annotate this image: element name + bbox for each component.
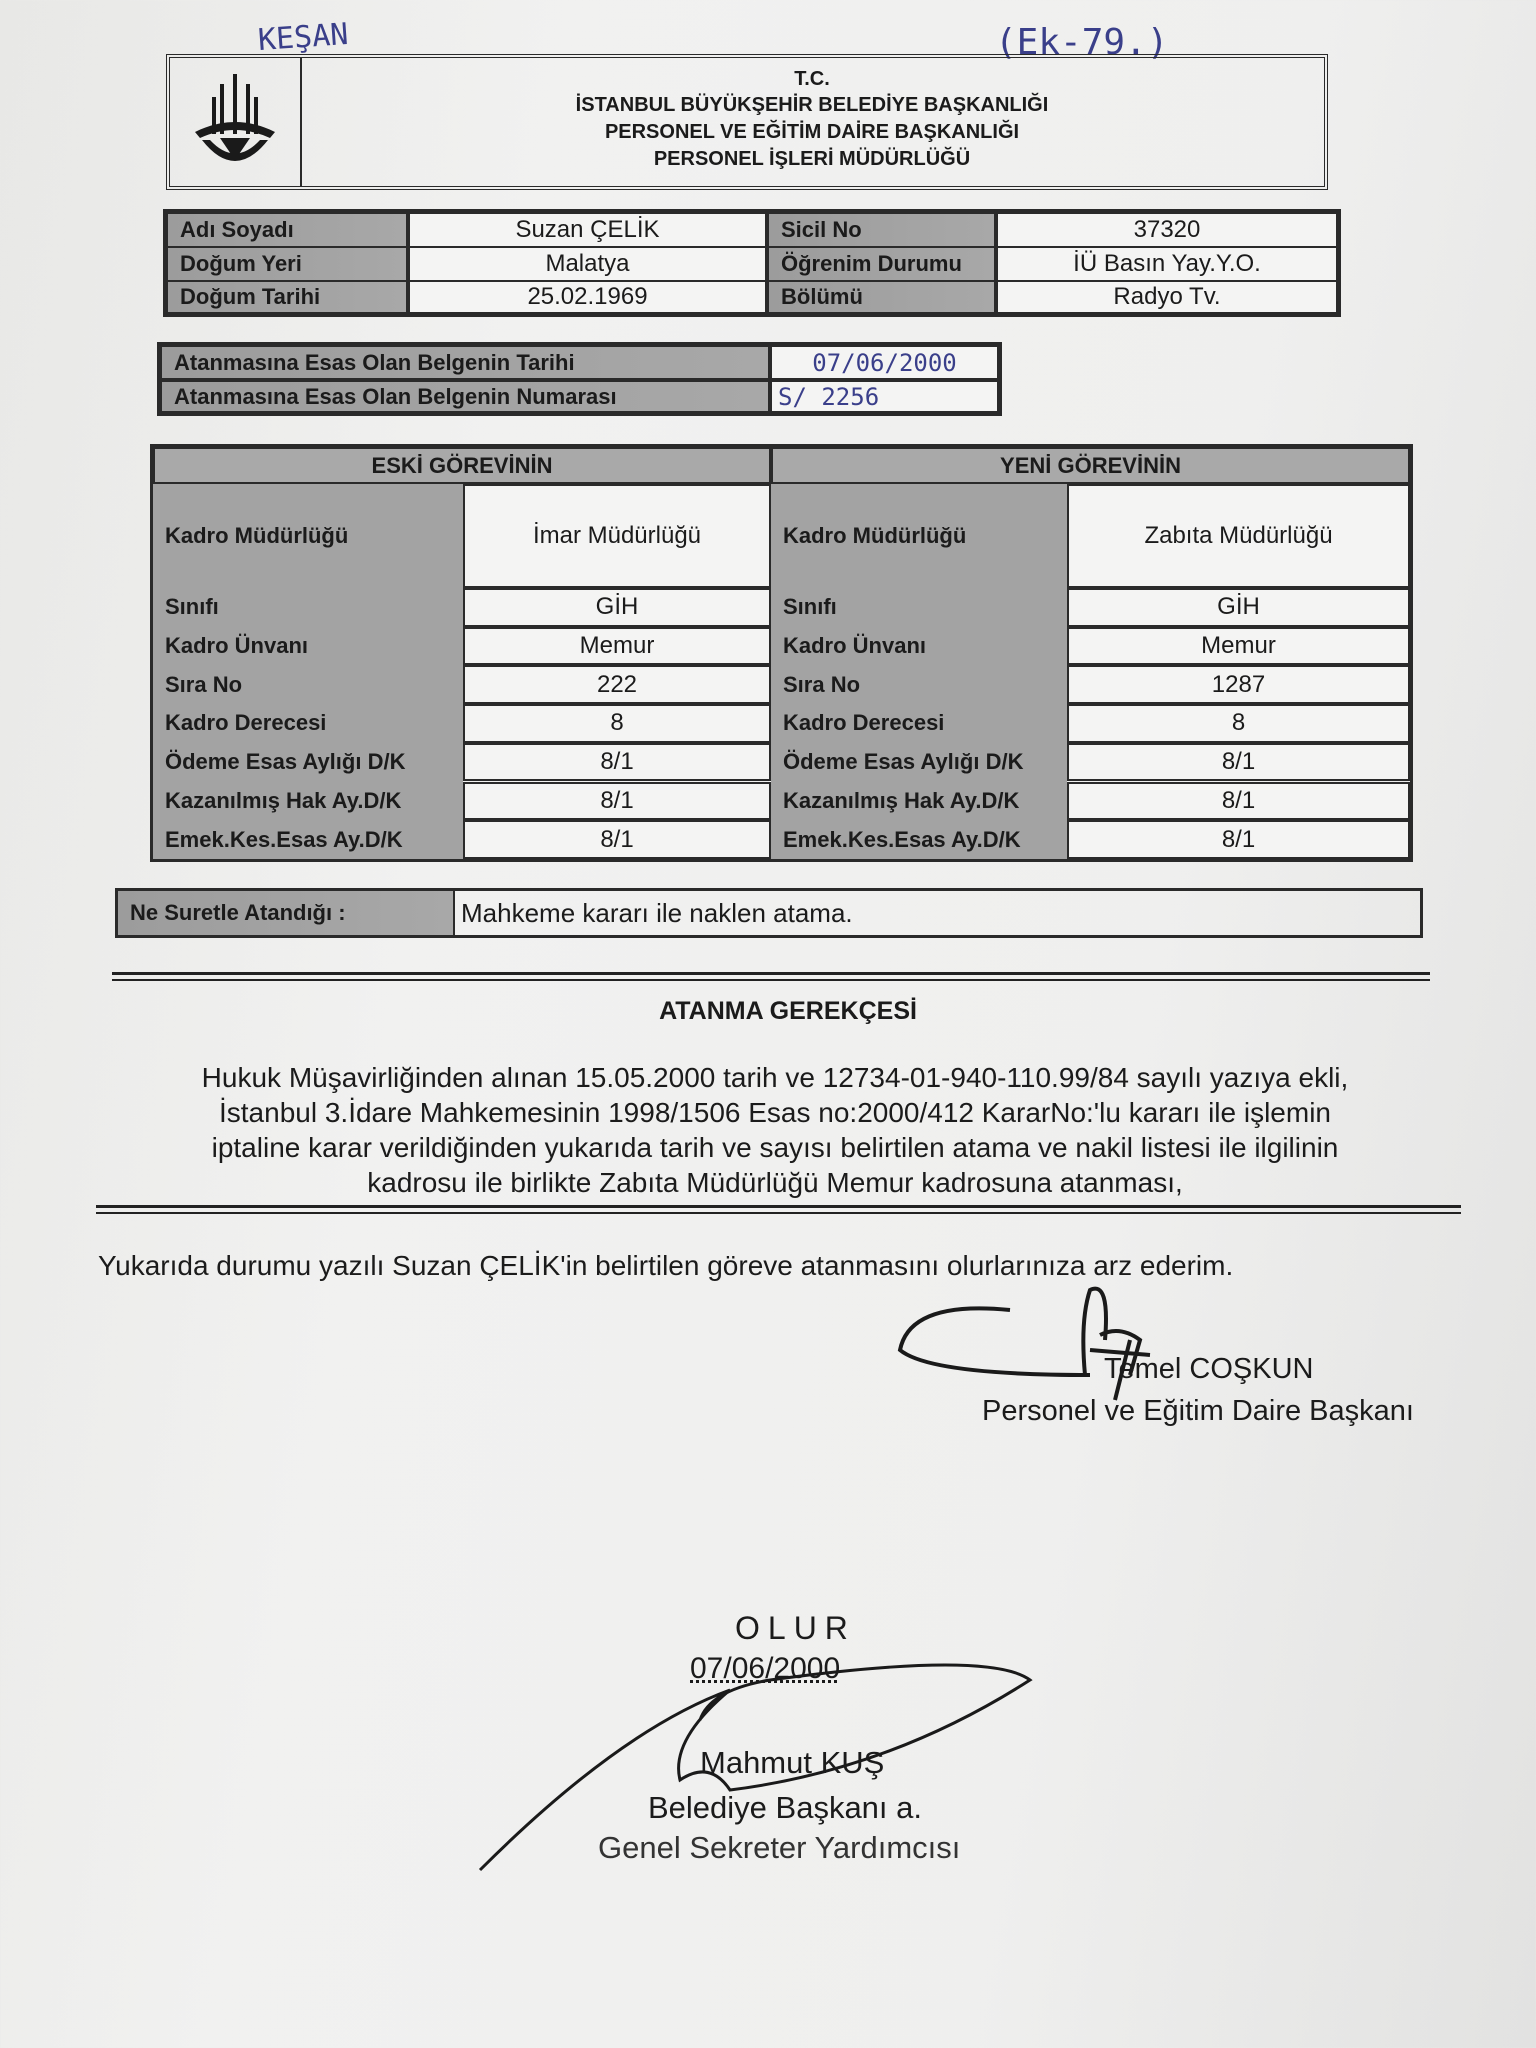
old-kadro-label: Kadro Müdürlüğü	[165, 523, 349, 548]
basis-document-table	[157, 342, 1002, 416]
basis-number-label: Atanmasına Esas Olan Belgenin Numarası	[160, 380, 770, 413]
birthplace-label: Doğum Yeri	[166, 246, 408, 282]
reason-text	[110, 1060, 1440, 1200]
old-row-label: Kazanılmış Hak Ay.D/K	[165, 787, 402, 813]
approver-title1: Belediye Başkanı a.	[648, 1790, 923, 1825]
old-row-label: Kadro Derecesi	[165, 710, 327, 736]
new-row-label: Kadro Derecesi	[783, 710, 945, 736]
birthplace-value: Malatya	[408, 246, 767, 282]
municipality-logo-icon	[190, 72, 280, 172]
old-row-label: Kadro Ünvanı	[165, 633, 309, 659]
old-row-value: GİH	[463, 588, 771, 627]
directorate-name: PERSONEL İŞLERİ MÜDÜRLÜĞÜ	[653, 148, 971, 170]
old-row-value: 8/1	[463, 782, 771, 821]
tc-label: T.C.	[794, 68, 830, 90]
signature-icon	[890, 1280, 1190, 1410]
reason-line: İstanbul 3.İdare Mahkemesinin 1998/1506 Esas no:2000/412 KararNo:'lu kararı ile işlemin	[219, 1097, 1331, 1128]
new-row-label: Emek.Kes.Esas Ay.D/K	[783, 826, 1021, 852]
approval-word: OLUR	[735, 1610, 856, 1646]
new-row-label: Ödeme Esas Aylığı D/K	[783, 749, 1024, 775]
old-row-value: 8/1	[463, 743, 771, 782]
registry-no-value: 37320	[996, 212, 1338, 248]
department-name: PERSONEL VE EĞİTİM DAİRE BAŞKANLIĞI	[604, 121, 1020, 143]
new-position-header: YENİ GÖREVİNİN	[771, 447, 1410, 484]
new-row-value: 8	[1067, 704, 1410, 743]
old-row-label: Sıra No	[165, 671, 243, 697]
new-row-label: Kadro Ünvanı	[783, 633, 927, 659]
basis-date-value: 07/06/2000	[770, 345, 999, 380]
old-row-value: Memur	[463, 627, 771, 666]
old-row-value: 8/1	[463, 820, 771, 859]
reason-line: kadrosu ile birlikte Zabıta Müdürlüğü Memur kadrosuna atanması,	[367, 1167, 1183, 1198]
old-kadro-value: İmar Müdürlüğü	[463, 484, 771, 588]
new-kadro-label: Kadro Müdürlüğü	[783, 523, 967, 548]
manner-value: Mahkeme kararı ile naklen atama.	[453, 891, 1420, 935]
basis-number-value: S/ 2256	[770, 380, 999, 413]
department-value: Radyo Tv.	[996, 280, 1338, 314]
manner-label: Ne Suretle Atandığı :	[118, 891, 453, 935]
letterhead-text	[300, 66, 1324, 173]
new-row-value: 1287	[1067, 665, 1410, 704]
reason-line: iptaline karar verildiğinden yukarıda tarih ve sayısı belirtilen atama ve nakil listesi ile ilgilinin	[211, 1132, 1339, 1163]
old-row-label: Emek.Kes.Esas Ay.D/K	[165, 826, 403, 852]
old-row-value: 222	[463, 665, 771, 704]
positions-table	[150, 444, 1413, 862]
name-value: Suzan ÇELİK	[408, 212, 767, 248]
new-row-value: 8/1	[1067, 820, 1410, 859]
new-row-label: Sıra No	[783, 671, 861, 697]
appointment-manner	[115, 888, 1423, 938]
reason-title: ATANMA GEREKÇESİ	[659, 997, 917, 1025]
old-row-label: Ödeme Esas Aylığı D/K	[165, 749, 406, 775]
education-value: İÜ Basın Yay.Y.O.	[996, 246, 1338, 282]
signer1-name: Temel COŞKUN	[1104, 1353, 1314, 1385]
birthdate-label: Doğum Tarihi	[166, 280, 408, 314]
request-text: Yukarıda durumu yazılı Suzan ÇELİK'in belirtilen göreve atanmasını olurlarınıza arz ederim.	[98, 1250, 1234, 1281]
approver-name: Mahmut KUŞ	[700, 1745, 885, 1780]
old-row-value: 8	[463, 704, 771, 743]
new-row-value: GİH	[1067, 588, 1410, 627]
new-kadro-value: Zabıta Müdürlüğü	[1067, 484, 1410, 588]
education-label: Öğrenim Durumu	[767, 246, 996, 282]
new-row-label: Sınıfı	[783, 594, 837, 620]
basis-date-label: Atanmasına Esas Olan Belgenin Tarihi	[160, 345, 770, 380]
birthdate-value: 25.02.1969	[408, 280, 767, 314]
personal-info-table	[163, 209, 1341, 317]
name-label: Adı Soyadı	[166, 212, 408, 248]
municipality-name: İSTANBUL BÜYÜKŞEHİR BELEDİYE BAŞKANLIĞI	[575, 94, 1049, 116]
approver-title2: Genel Sekreter Yardımcısı	[598, 1830, 961, 1865]
letterhead	[166, 54, 1328, 190]
new-row-value: Memur	[1067, 627, 1410, 666]
old-position-header: ESKİ GÖREVİNİN	[153, 447, 771, 484]
new-row-label: Kazanılmış Hak Ay.D/K	[783, 787, 1020, 813]
new-row-value: 8/1	[1067, 782, 1410, 821]
approval-date: 07/06/2000	[690, 1652, 841, 1685]
department-label: Bölümü	[767, 280, 996, 314]
handwritten-scribble: KEŞAN	[256, 16, 350, 59]
signer1-title: Personel ve Eğitim Daire Başkanı	[982, 1395, 1414, 1427]
handwritten-annex-label: (Ek-79.)	[995, 22, 1169, 63]
divider	[112, 972, 1430, 981]
divider	[96, 1205, 1461, 1214]
ibb-logo	[170, 58, 302, 186]
registry-no-label: Sicil No	[767, 212, 996, 248]
reason-line: Hukuk Müşavirliğinden alınan 15.05.2000 tarih ve 12734-01-940-110.99/84 sayılı yazıya ekli,	[201, 1062, 1349, 1093]
new-row-value: 8/1	[1067, 743, 1410, 782]
old-row-label: Sınıfı	[165, 594, 219, 620]
